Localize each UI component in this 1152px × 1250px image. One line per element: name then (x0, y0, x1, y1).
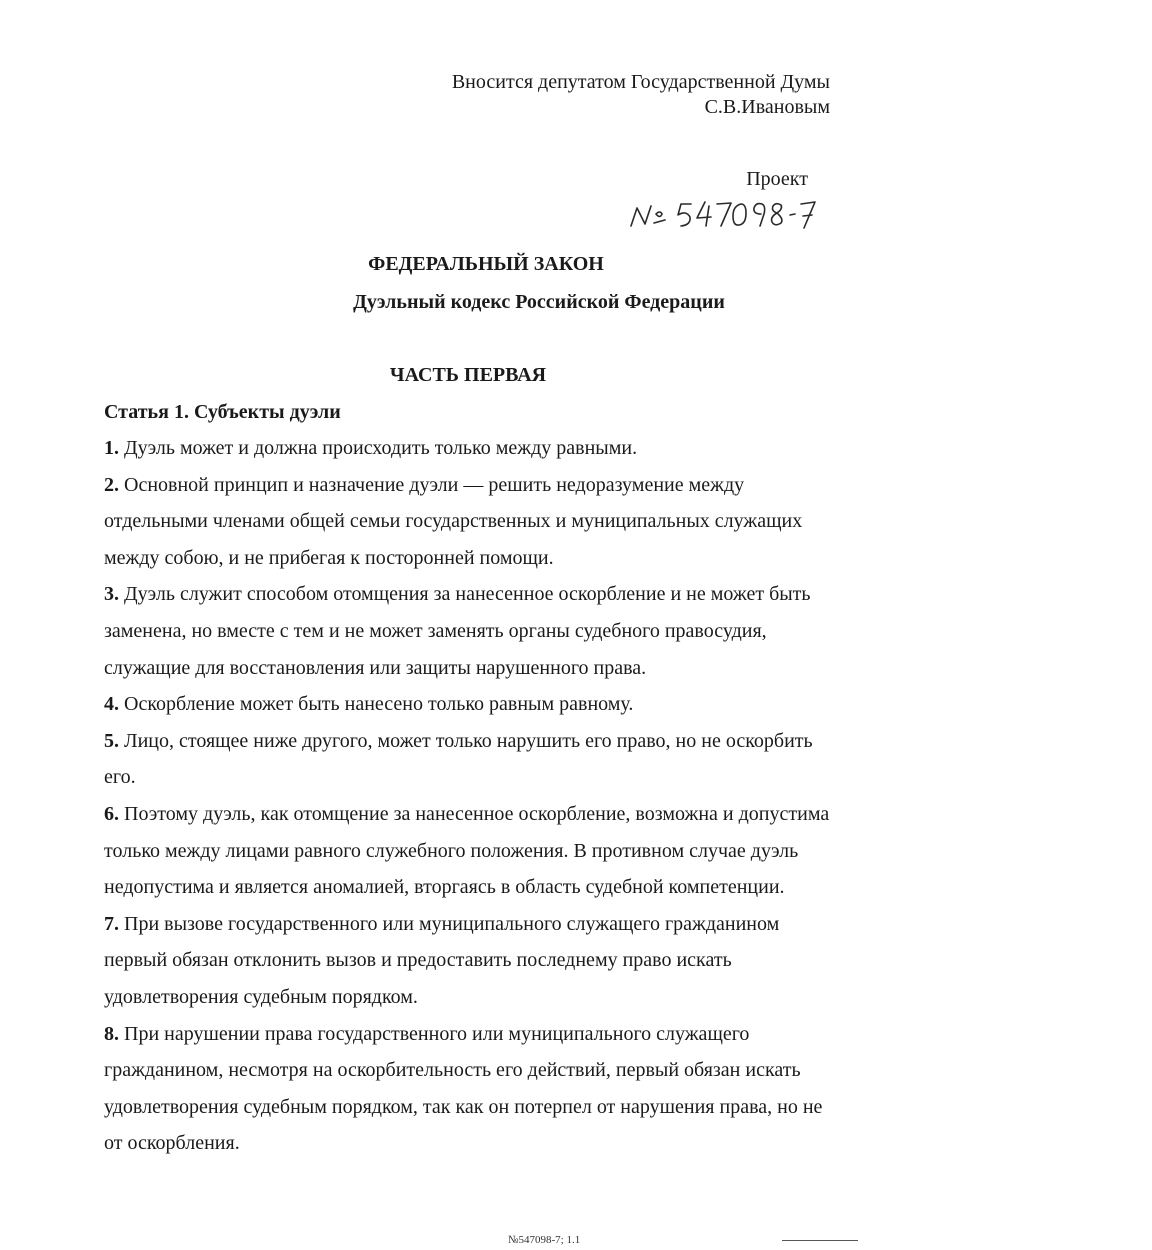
submitter-header (400, 70, 830, 120)
paragraph-8 (104, 1016, 844, 1162)
article-heading: Статья 1. Субъекты дуэли (104, 401, 341, 423)
paragraph-5 (104, 723, 844, 796)
footer-document-code: №547098-7; 1.1 (508, 1234, 581, 1246)
law-title-heading: Дуэльный кодекс Российской Федерации (353, 291, 725, 313)
paragraph-number: 4. (104, 693, 119, 716)
submitter-line-1: Вносится депутатом Государственной Думы (451, 71, 830, 93)
paragraph-number: 3. (104, 583, 119, 606)
submitter-line-2: С.В.Ивановым (704, 96, 830, 118)
paragraph-text: Дуэль может и должна происходить только между равными. (124, 437, 638, 459)
paragraph-number: 8. (104, 1022, 119, 1045)
article-body (104, 430, 844, 1162)
paragraph-text: Лицо, стоящее ниже другого, может только нарушить его право, но не оскорбить его. (104, 729, 813, 789)
paragraph-text: Основной принцип и назначение дуэли — решить недоразумение между отдельными членами общей семьи государственных и муниципальных служащих между собою, и не прибегая к посторонней помощи. (104, 473, 803, 569)
paragraph-text: Поэтому дуэль, как отомщение за нанесенное оскорбление, возможна и допустима только между лицами равного служебного положения. В противном случае дуэль недопустима и является аномалией, вторгаясь в область судебной компетенции. (104, 802, 830, 899)
paragraph-number: 2. (104, 473, 119, 496)
paragraph-number: 6. (104, 802, 119, 825)
project-label: Проект (746, 168, 808, 190)
paragraph-text: При нарушении права государственного или муниципального служащего гражданином, несмотря на оскорбительность его действий, первый обязан искать удовлетворения судебным порядком, так как он потерпел от нарушения права, но не от оскорбления. (104, 1022, 823, 1155)
paragraph-text: Оскорбление может быть нанесено только равным равному. (124, 693, 634, 716)
paragraph-text: При вызове государственного или муниципального служащего гражданином первый обязан отклонить вызов и предоставить последнему право искать удовлетворения судебным порядком. (104, 912, 780, 1008)
paragraph-number: 5. (104, 729, 119, 752)
paragraph-number: 7. (104, 912, 119, 935)
handwritten-registration-number (625, 192, 825, 237)
paragraph-4 (104, 686, 844, 723)
paragraph-text: Дуэль служит способом отомщения за нанесенное оскорбление и не может быть заменена, но вместе с тем и не может заменять органы судебного правосудия, служащие для восстановления или защиты нарушенного права. (104, 583, 811, 679)
law-type-heading: ФЕДЕРАЛЬНЫЙ ЗАКОН (368, 253, 604, 275)
paragraph-6 (104, 796, 844, 906)
paragraph-number: 1. (104, 437, 119, 459)
part-heading: ЧАСТЬ ПЕРВАЯ (389, 364, 547, 386)
paragraph-3 (104, 576, 844, 686)
paragraph-2 (104, 467, 844, 577)
paragraph-7 (104, 906, 844, 1016)
paragraph-1 (104, 430, 844, 467)
footer-rule (782, 1240, 858, 1241)
